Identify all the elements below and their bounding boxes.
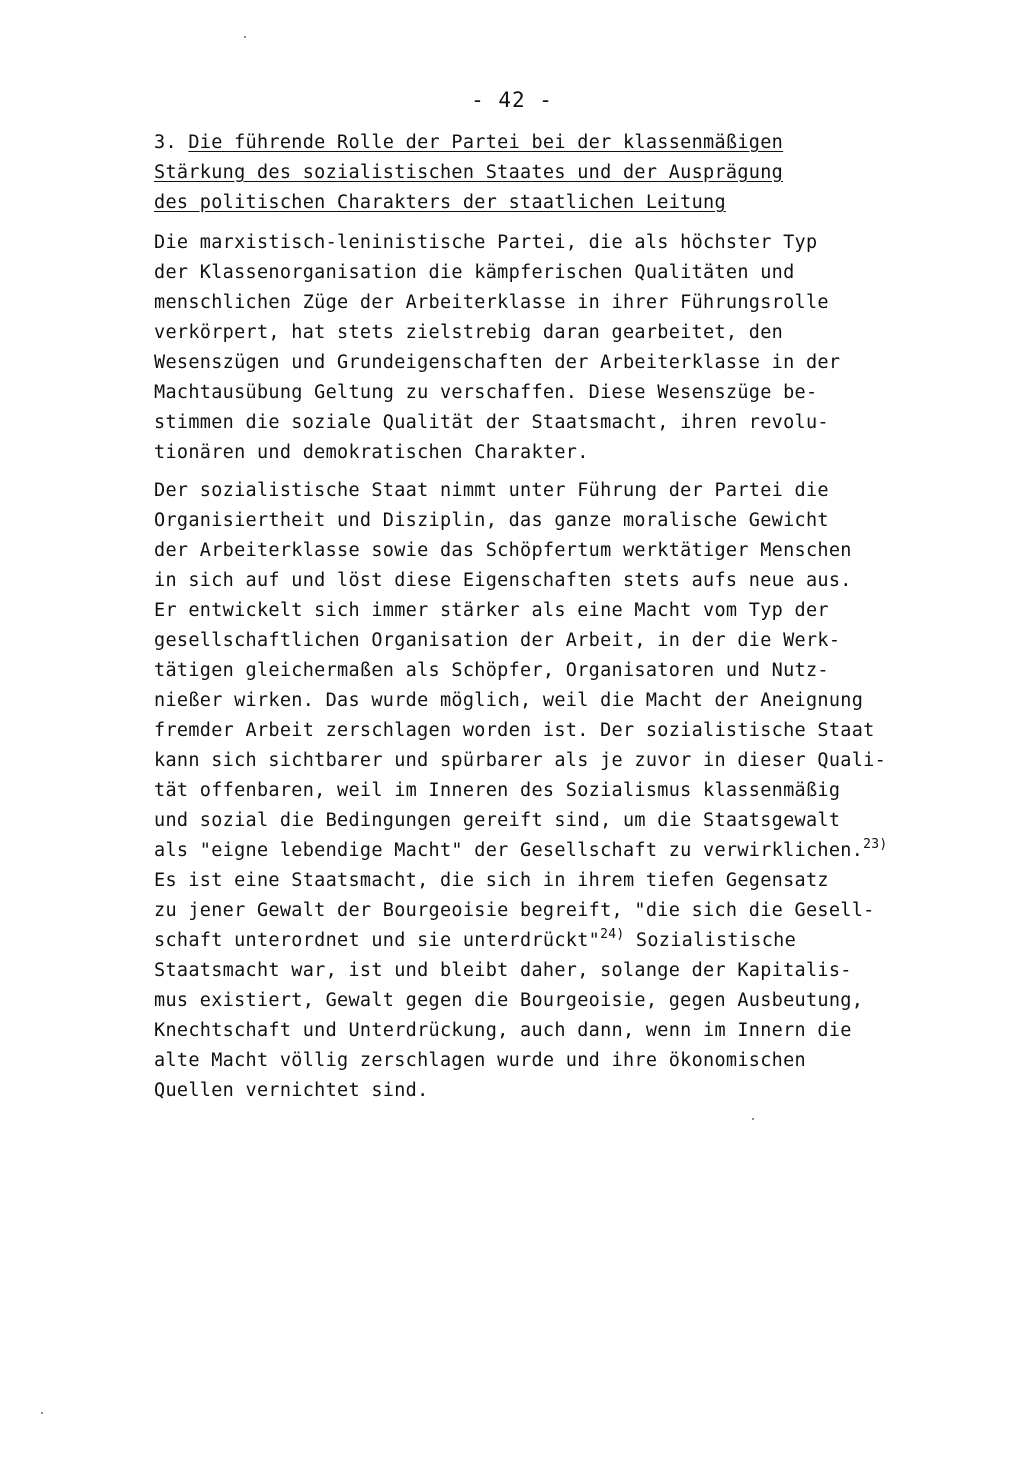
paragraph-line: Er entwickelt sich immer stärker als eine Macht vom Typ der — [154, 600, 829, 621]
paragraph-2 — [154, 476, 914, 1106]
paragraph-line: stimmen die soziale Qualität der Staatsmacht, ihren revolu- — [154, 412, 829, 433]
line-text: als "eigne lebendige Macht" der Gesellschaft zu verwirklichen. — [154, 840, 864, 861]
paragraph-line: Organisiertheit und Disziplin, das ganze moralische Gewicht — [154, 510, 829, 531]
paragraph-line: Wesenszügen und Grundeigenschaften der Arbeiterklasse in der — [154, 352, 841, 373]
paragraph-line: menschlichen Züge der Arbeiterklasse in ihrer Führungsrolle — [154, 292, 829, 313]
paragraph-line: zu jener Gewalt der Bourgeoisie begreift, "die sich die Gesell- — [154, 900, 875, 921]
scan-speck — [41, 1412, 43, 1414]
paragraph-line — [154, 926, 914, 956]
paragraph-line: tätigen gleichermaßen als Schöpfer, Organisatoren und Nutz- — [154, 660, 829, 681]
line-text: Sozialistische — [624, 930, 797, 951]
paragraph-line: kann sich sichtbarer und spürbarer als je zuvor in dieser Quali- — [154, 750, 887, 771]
heading-line-1 — [154, 128, 914, 158]
paragraph-line: nießer wirken. Das wurde möglich, weil die Macht der Aneignung — [154, 690, 864, 711]
footnote-marker-23: 23) — [863, 837, 888, 852]
paragraph-line: verkörpert, hat stets zielstrebig daran gearbeitet, den — [154, 322, 784, 343]
paragraph-line: gesellschaftlichen Organisation der Arbeit, in der die Werk- — [154, 630, 841, 651]
paragraph-line: Machtausübung Geltung zu verschaffen. Diese Wesenszüge be- — [154, 382, 818, 403]
paragraph-line: der Arbeiterklasse sowie das Schöpfertum werktätiger Menschen — [154, 540, 852, 561]
heading-number: 3. — [154, 132, 177, 153]
heading-text: Die führende Rolle der Partei bei der klassenmäßigen — [188, 132, 784, 153]
paragraph-line: Quellen vernichtet sind. — [154, 1080, 429, 1101]
paragraph-line: tionären und demokratischen Charakter. — [154, 442, 589, 463]
paragraph-line: und sozial die Bedingungen gereift sind, um die Staatsgewalt — [154, 810, 841, 831]
paragraph-line: Es ist eine Staatsmacht, die sich in ihrem tiefen Gegensatz — [154, 870, 829, 891]
paragraph-line: alte Macht völlig zerschlagen wurde und ihre ökonomischen — [154, 1050, 806, 1071]
heading-line-3: des politischen Charakters der staatlichen Leitung — [154, 192, 726, 213]
paragraph-line: Staatsmacht war, ist und bleibt daher, solange der Kapitalis- — [154, 960, 852, 981]
paragraph-line: mus existiert, Gewalt gegen die Bourgeoisie, gegen Ausbeutung, — [154, 990, 864, 1011]
scan-speck — [244, 36, 246, 38]
paragraph-line: Der sozialistische Staat nimmt unter Führung der Partei die — [154, 480, 829, 501]
paragraph-line — [154, 836, 914, 866]
line-text: schaft unterordnet und sie unterdrückt" — [154, 930, 601, 951]
paragraph-line: in sich auf und löst diese Eigenschaften stets aufs neue aus. — [154, 570, 852, 591]
section-heading — [154, 128, 914, 218]
scan-speck — [752, 1118, 754, 1120]
page-number: - 42 - — [471, 88, 553, 112]
paragraph-1 — [154, 228, 914, 468]
paragraph-line: der Klassenorganisation die kämpferischen Qualitäten und — [154, 262, 795, 283]
paragraph-line: tät offenbaren, weil im Inneren des Sozialismus klassenmäßig — [154, 780, 841, 801]
footnote-marker-24: 24) — [600, 927, 625, 942]
paragraph-line: Knechtschaft und Unterdrückung, auch dann, wenn im Innern die — [154, 1020, 852, 1041]
paragraph-line: Die marxistisch-leninistische Partei, die als höchster Typ — [154, 232, 818, 253]
paragraph-line: fremder Arbeit zerschlagen worden ist. Der sozialistische Staat — [154, 720, 875, 741]
heading-line-2: Stärkung des sozialistischen Staates und der Ausprägung — [154, 162, 784, 183]
